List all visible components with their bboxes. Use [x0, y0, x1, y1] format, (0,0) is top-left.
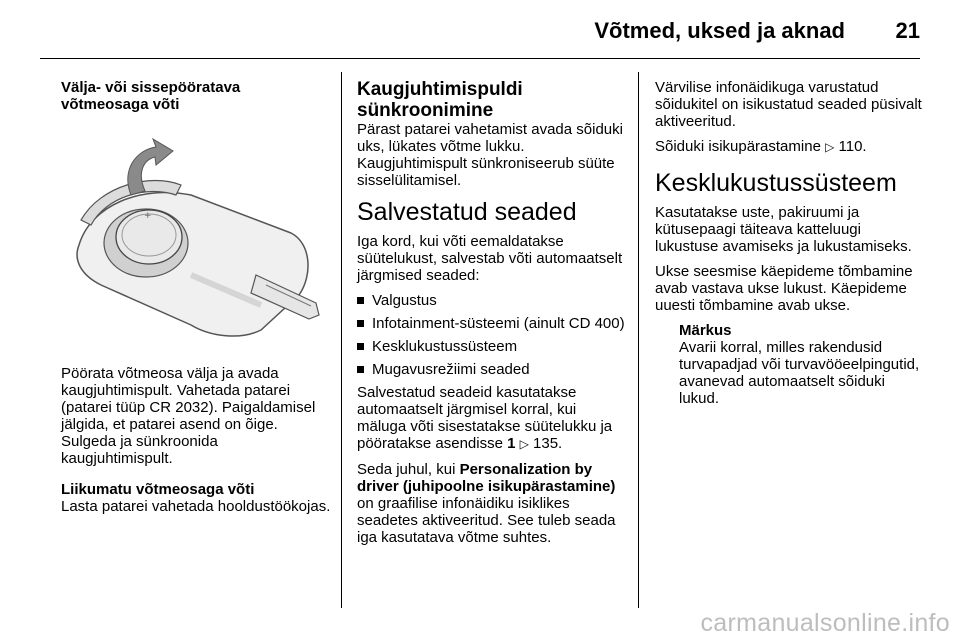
page-reference-arrow-icon: ▷: [825, 140, 835, 154]
header-rule: [40, 58, 920, 59]
watermark: carmanualsonline.info: [700, 609, 950, 637]
folding-key-battery-illustration-icon: [61, 125, 323, 345]
section-heading-fixed-key: Liikumatu võtmeosaga võti: [61, 481, 255, 498]
note-title: Märkus: [679, 322, 732, 339]
note-text: Avarii korral, milles rakendusid turvapadjad või turvavööeelpingutid, avanevad automaatselt sõiduki lukud.: [679, 339, 920, 407]
saved-settings-usage: [357, 384, 627, 453]
door-handle-description: Ukse seesmise käepideme tõmbamine avab vastava ukse lukust. Käepideme uuesti tõmbamine avab ukse.: [655, 263, 913, 314]
usage-text: Salvestatud seadeid kasutatakse automaatselt järgmisel korral, kui mäluga võti sisestatakse süütelukku ja pööratakse asendisse: [357, 384, 613, 452]
list-item: Kesklukustussüsteem: [357, 338, 627, 355]
central-locking-description: Kasutatakse uste, pakiruumi ja kütusepaagi täiteava katteluugi lukustuse avamiseks ja lukustamiseks.: [655, 204, 912, 255]
vehicle-personalization-reference: [655, 138, 925, 156]
color-display-note: Värvilise infonäidikuga varustatud sõidukitel on isikustatud seaded püsivalt aktiveeritud.: [655, 79, 922, 130]
saved-settings-list: [357, 292, 627, 378]
personalization-prefix: Seda juhul, kui: [357, 461, 456, 478]
page-header: [0, 0, 960, 60]
page-title: Võtmed, uksed ja aknad: [594, 18, 845, 43]
section-heading-sync: Kaugjuhtimispuldi sünkroonimine: [357, 79, 523, 121]
section-heading-folding-key: Välja- või sissepööratava võtmeosaga võti: [61, 79, 241, 113]
section-heading-central-locking: Kesklukustussüsteem: [655, 169, 897, 197]
column-divider-2: [638, 72, 639, 608]
folding-key-instructions: Pöörata võtmeosa välja ja avada kaugjuhtimispult. Vahetada patarei (patarei tüüp CR 2032). Paigaldamisel jälgida, et patarei asend on õige. Sulgeda ja sünkroonida kaugjuhtimispult.: [61, 365, 316, 467]
list-item: Mugavusrežiimi seaded: [357, 361, 627, 378]
note-box: [679, 322, 925, 407]
fixed-key-instructions: Lasta patarei vahetada hooldustöökojas.: [61, 498, 331, 515]
personalization-setting-name: Personalization by driver (juhipoolne isikupärastamine): [357, 461, 616, 495]
page-reference[interactable]: 110.: [838, 138, 867, 155]
list-item: Infotainment-süsteemi (ainult CD 400): [357, 315, 627, 332]
column-1: [61, 79, 331, 523]
reference-text: Sõiduki isikupärastamine: [655, 138, 821, 155]
ignition-position: 1: [507, 435, 516, 452]
personalization-paragraph: [357, 461, 627, 546]
column-2: [357, 79, 627, 554]
page-reference[interactable]: 135.: [533, 435, 563, 452]
section-heading-saved-settings: Salvestatud seaded: [357, 198, 577, 226]
column-divider-1: [341, 72, 342, 608]
saved-settings-intro: Iga kord, kui võti eemaldatakse süütelukust, salvestab võti automaatselt järgmised seaded:: [357, 233, 623, 284]
page-number: 21: [895, 18, 920, 43]
column-3: [655, 79, 925, 407]
svg-text:+: +: [144, 211, 152, 221]
page-reference-arrow-icon: ▷: [519, 437, 529, 451]
sync-instructions: Pärast patarei vahetamist avada sõiduki uks, lükates võtme lukku. Kaugjuhtimispult sünkroniseerub süüte sisselülitamisel.: [357, 121, 623, 189]
list-item: Valgustus: [357, 292, 627, 309]
personalization-suffix: on graafilise infonäidiku isiklikes seadetes aktiveeritud. See tuleb seada iga kasutatava võtme suhtes.: [357, 495, 616, 546]
